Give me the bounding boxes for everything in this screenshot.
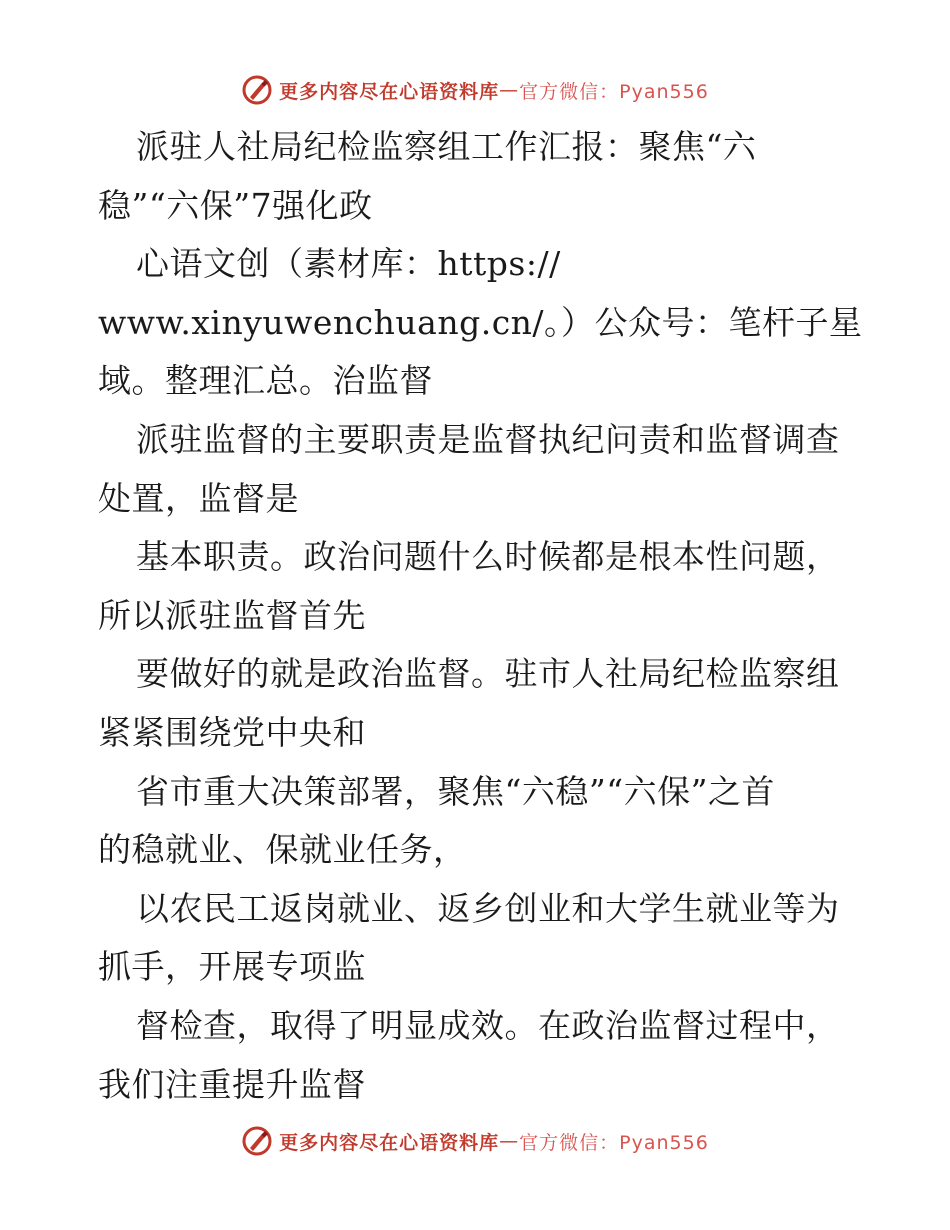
text-line: 域。整理汇总。治监督: [98, 361, 433, 401]
text-line: 心语文创（素材库：https://: [136, 244, 561, 284]
text-line: 抓手，开展专项监: [98, 947, 366, 987]
text-line: 要做好的就是政治监督。驻市人社局纪检监察组: [136, 654, 840, 694]
text-line: 派驻监督的主要职责是监督执纪问责和监督调查: [136, 419, 840, 459]
footer-banner-dash: —: [499, 1130, 520, 1152]
text-line: 稳”“六保”7强化政: [98, 185, 373, 225]
header-banner: [0, 70, 950, 110]
pen-circle-logo-icon: [241, 74, 273, 106]
header-banner-wechat: 官方微信：Pyan556: [519, 80, 709, 103]
text-line: 基本职责。政治问题什么时候都是根本性问题，: [136, 537, 840, 577]
text-line: www.xinyuwenchuang.cn/。）公众号：笔杆子星: [98, 302, 863, 342]
pen-circle-logo-icon: [241, 1125, 273, 1157]
text-line: 督检查，取得了明显成效。在政治监督过程中，: [136, 1005, 840, 1045]
header-banner-dash: —: [499, 79, 520, 101]
text-line: 派驻人社局纪检监察组工作汇报：聚焦“六: [136, 127, 757, 166]
text-line: 省市重大决策部署，聚焦“六稳”“六保”之首: [136, 771, 775, 811]
footer-banner: [0, 1121, 950, 1161]
footer-banner-wechat: 官方微信：Pyan556: [519, 1131, 709, 1154]
text-line: 处置，监督是: [98, 478, 299, 518]
text-line: 紧紧围绕党中央和: [98, 712, 366, 752]
text-line: 的稳就业、保就业任务，: [98, 830, 467, 870]
footer-banner-main: 更多内容尽在心语资料库: [279, 1131, 500, 1154]
document-body: [98, 118, 863, 1114]
header-banner-main: 更多内容尽在心语资料库: [279, 80, 500, 103]
text-line: 我们注重提升监督: [98, 1064, 366, 1104]
text-line: 以农民工返岗就业、返乡创业和大学生就业等为: [136, 888, 840, 928]
text-line: 所以派驻监督首先: [98, 595, 366, 635]
